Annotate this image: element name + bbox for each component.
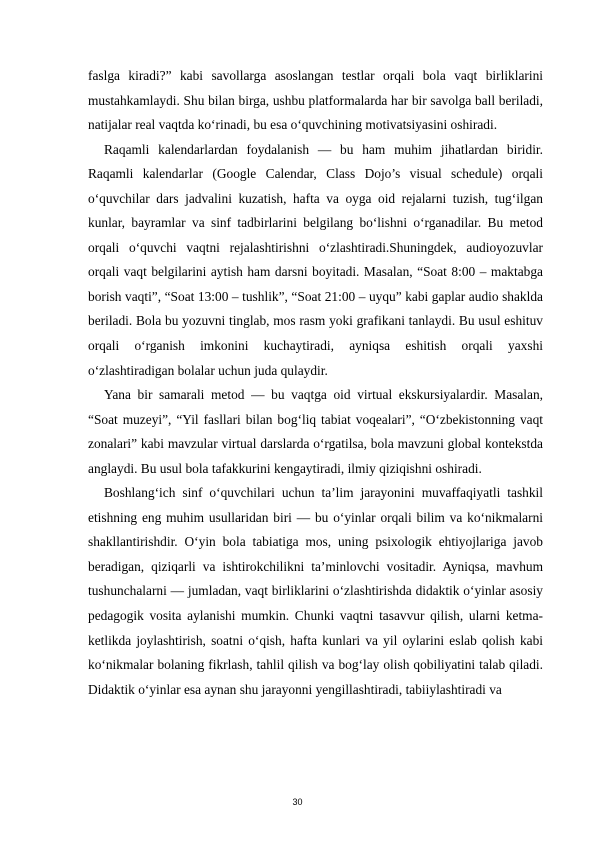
- paragraph-didactic-games: Boshlang‘ich sinf o‘quvchilari uchun ta’lim jarayonini muvaffaqiyatli tashkil etishning eng muhim usullaridan biri — bu o‘yinlar orqali bilim va ko‘nikmalarni shakllantirishdir. O‘yin bola tabiatiga mos, uning psixologik ehtiyojlariga javob beradigan, qiziqarli va ishtirokchilikni ta’minlovchi vositadir. Ayniqsa, mavhum tushunchalarni — jumladan, vaqt birliklarini o‘zlashtirishda didaktik o‘yinlar asosiy pedagogik vosita aylanishi mumkin. Chunki vaqtni tasavvur qilish, ularni ketma-ketlikda joylashtirish, soatni o‘qish, hafta kunlari va yil oylarini eslab qolish kabi ko‘nikmalar bolaning fikrlash, tahlil qilish va bog‘lay olish qobiliyatini talab qiladi. Didaktik o‘yinlar esa aynan shu jarayonni yengillashtiradi, tabiiylashtiradi va: [88, 485, 543, 697]
- paragraph-virtual-excursions: Yana bir samarali metod — bu vaqtga oid virtual ekskursiyalardir. Masalan, “Soat muzeyi”, “Yil fasllari bilan bog‘liq tabiat voqealari”, “O‘zbekistonning vaqt zonalari” kabi mavzular virtual darslarda o‘rgatilsa, bola mavzuni global kontekstda anglaydi. Bu usul bola tafakkurini kengaytiradi, ilmiy qiziqishni oshiradi.: [88, 387, 543, 476]
- paragraph-continuation: faslga kiradi?” kabi savollarga asoslangan testlar orqali bola vaqt birliklarini mustahkamlaydi. Shu bilan birga, ushbu platformalarda har bir savolga ball beriladi, natijalar real vaqtda ko‘rinadi, bu esa o‘quvchining motivatsiyasini oshiradi.: [88, 68, 543, 133]
- paragraph-digital-calendars: Raqamli kalendarlardan foydalanish — bu ham muhim jihatlardan biridir. Raqamli kalendarlar (Google Calendar, Class Dojo’s visual schedule) orqali o‘quvchilar dars jadvalini kuzatish, hafta va oyga oid rejalarni tuzish, tug‘ilgan kunlar, bayramlar va sinf tadbirlarini belgilang bo‘lishni o‘rganadilar. Bu metod orqali o‘quvchi vaqtni rejalashtirishni o‘zlashtiradi.Shuningdek, audioyozuvlar orqali vaqt belgilarini aytish ham darsni boyitadi. Masalan, “Soat 8:00 – maktabga borish vaqti”, “Soat 13:00 – tushlik”, “Soat 21:00 – uyqu” kabi gaplar audio shaklda beriladi. Bola bu yozuvni tinglab, mos rasm yoki grafikani tanlaydi. Bu usul eshituv orqali o‘rganish imkonini kuchaytiradi, ayniqsa eshitish orqali yaxshi o‘zlashtiradigan bolalar uchun juda qulaydir.: [88, 141, 543, 378]
- document-page: [88, 64, 543, 702]
- page-number: 30: [292, 797, 303, 807]
